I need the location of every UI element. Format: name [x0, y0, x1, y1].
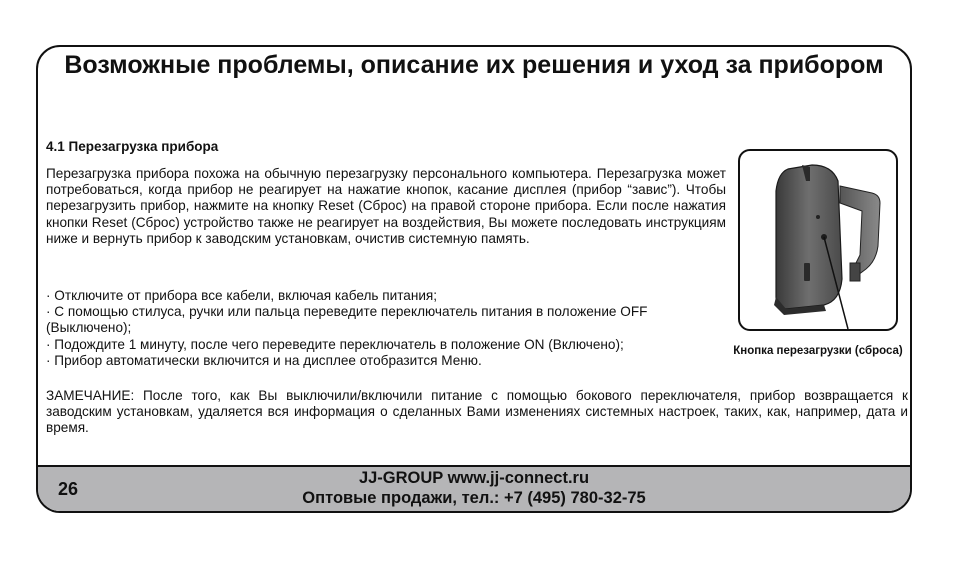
- device-photo: [738, 149, 898, 331]
- note-paragraph: ЗАМЕЧАНИЕ: После того, как Вы выключили/включили питание с помощью бокового переключателя, прибор возвращается к заводским установкам, удаляется вся информация о сделанных Вами изменениях системных настроек, таких, как, например, дата и время.: [46, 388, 908, 436]
- page-title: Возможные проблемы, описание их решения и уход за прибором: [64, 51, 884, 79]
- page-number: 26: [58, 479, 79, 499]
- steps-list: [46, 288, 726, 369]
- footer-bar: [36, 465, 912, 513]
- intro-paragraph: Перезагрузка прибора похожа на обычную перезагрузку персонального компьютера. Перезагрузка может потребоваться, когда прибор не реагирует на нажатие кнопок, касание дисплея (прибор “завис”). Чтобы перезагрузить прибор, нажмите на кнопку Reset (Сброс) на правой стороне прибора. Если после нажатия кнопки Reset (Сброс) устройство также не реагирует на воздействия, Вы можете последовать инструкциям ниже и вернуть прибор к заводским установкам, очистив системную память.: [46, 166, 726, 246]
- figure-caption: Кнопка перезагрузки (сброса): [733, 345, 903, 357]
- list-item: · Подождите 1 минуту, после чего переведите переключатель в положение ON (Включено);: [46, 336, 624, 352]
- device-illustration: [740, 151, 896, 329]
- footer-company: JJ-GROUP www.jj-connect.ru: [358, 469, 590, 487]
- section-heading: 4.1 Перезагрузка прибора: [46, 139, 219, 154]
- list-item: · Отключите от прибора все кабели, включая кабель питания;: [46, 288, 438, 303]
- list-item: · Прибор автоматически включится и на дисплее отобразится Меню.: [46, 352, 482, 368]
- footer-contacts: Оптовые продажи, тел.: +7 (495) 780-32-75: [302, 489, 646, 507]
- list-item: · С помощью стилуса, ручки или пальца переведите переключатель питания в положение OFF (Выключено);: [46, 304, 648, 336]
- page-frame: [36, 45, 912, 513]
